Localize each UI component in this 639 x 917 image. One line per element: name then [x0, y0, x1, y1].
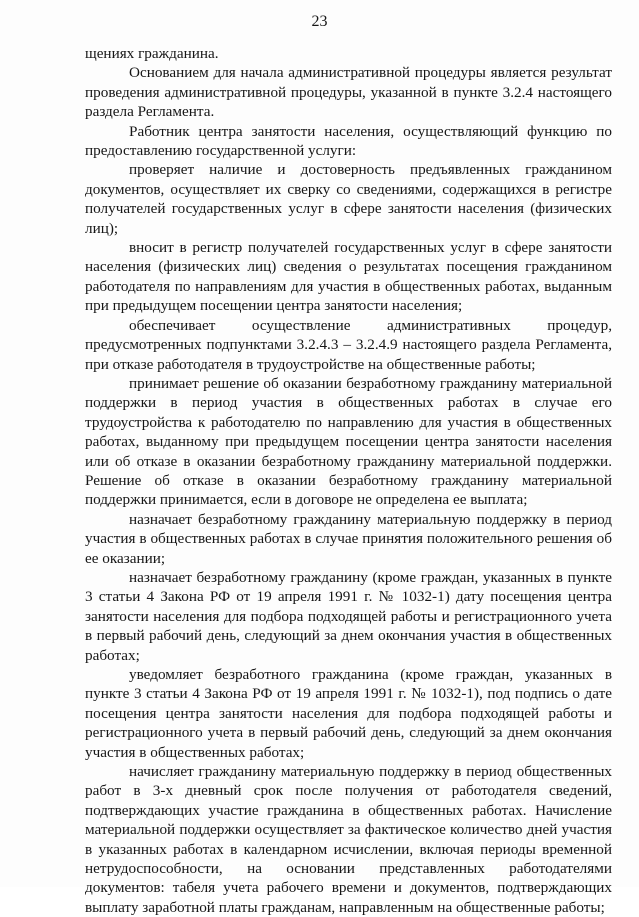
- paragraph-employee-intro: Работник центра занятости населения, осуществляющий функцию по предоставлению государственной услуги:: [85, 122, 612, 160]
- document-body: [85, 44, 612, 917]
- paragraph-continuation: щениях гражданина.: [85, 45, 219, 62]
- paragraph-ensures-procedures: обеспечивает осуществление административных процедур, предусмотренных подпунктами 3.2.4.3 – 3.2.4.9 настоящего раздела Регламента, при отказе работодателя в трудоустройстве на общественные работы;: [85, 316, 612, 373]
- paragraph-assigns-visit-date: назначает безработному гражданину (кроме граждан, указанных в пункте 3 статьи 4 Закона РФ от 19 апреля 1991 г. № 1032-1) дату посещения центра занятости населения для подбора подходящей работы и регистрационного учета в первый рабочий день, следующий за днем окончания участия в общественных работах;: [85, 568, 612, 664]
- paragraph-basis: Основанием для начала административной процедуры является результат проведения административной процедуры, указанной в пункте 3.2.4 настоящего раздела Регламента.: [85, 64, 612, 121]
- paragraph-calculates-support: начисляет гражданину материальную поддержку в период общественных работ в 3-х дневный срок после получения от работодателя сведений, подтверждающих участие гражданина в общественных работах. Начисление материальной поддержки осуществляет за фактическое количество дней участия в указанных работах в календарном исчислении, включая периоды временной нетрудоспособности, на основании представленных работодателями документов: табеля учета рабочего времени и документов, подтверждающих выплату заработной платы гражданам, направленным на общественные работы;: [85, 763, 612, 916]
- paragraph-assigns-support: назначает безработному гражданину материальную поддержку в период участия в общественных работах в случае принятия положительного решения об ее оказании;: [85, 510, 612, 567]
- paragraph-enters-register: вносит в регистр получателей государственных услуг в сфере занятости населения (физических лиц) сведения о результатах посещения гражданином работодателя по направлениям для участия в общественных работах, выданным при предыдущем посещении центра занятости населения;: [85, 239, 612, 315]
- paragraph-checks-documents: проверяет наличие и достоверность предъявленных гражданином документов, осуществляет их сверку со сведениями, содержащихся в регистре получателей государственных услуг в сфере занятости населения (физических лиц);: [85, 161, 612, 237]
- paragraph-notifies-citizen: уведомляет безработного гражданина (кроме граждан, указанных в пункте 3 статьи 4 Закона РФ от 19 апреля 1991 г. № 1032-1), под подпись о дате посещения центра занятости населения для подбора подходящей работы и регистрационного учета в первый рабочий день, следующий за днем окончания участия в общественных работах;: [85, 666, 612, 761]
- paragraph-decides-support: принимает решение об оказании безработному гражданину материальной поддержки в период участия в общественных работах в случае его трудоустройства к работодателю по направлению для участия в общественных работах, выданному при предыдущем посещении центра занятости населения или об отказе в оказании безработному гражданину материальной поддержки. Решение об отказе в оказании безработному гражданину материальной поддержки принимается, если в договоре не определена ее выплата;: [85, 374, 612, 509]
- page-number: 23: [311, 13, 328, 30]
